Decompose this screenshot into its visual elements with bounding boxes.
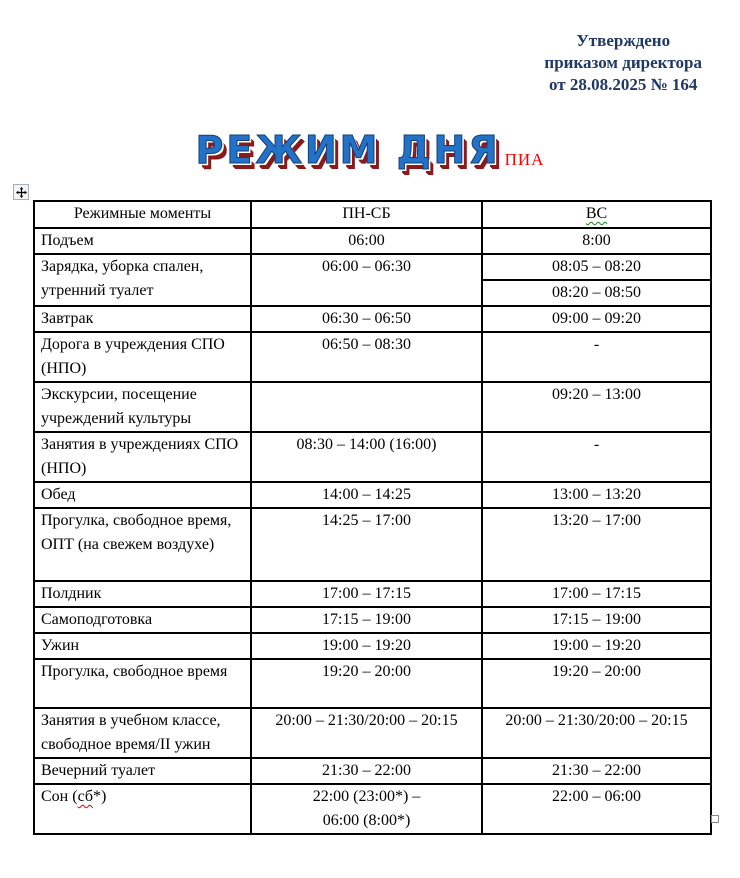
row-name: Самоподготовка — [34, 607, 251, 633]
row-time-pn: 20:00 – 21:30/20:00 – 20:15 — [251, 708, 482, 758]
row-time-vs-2: 08:20 – 08:50 — [482, 280, 711, 306]
row-name-sleep — [34, 784, 251, 834]
row-time-vs: 21:30 – 22:00 — [482, 758, 711, 784]
row-time-pn: 14:00 – 14:25 — [251, 482, 482, 508]
table-row — [34, 758, 711, 784]
table-row — [34, 254, 711, 280]
table-row — [34, 332, 711, 382]
row-name: Завтрак — [34, 306, 251, 332]
table-row — [34, 784, 711, 834]
header-mon-sat: ПН-СБ — [251, 201, 482, 228]
row-name: Прогулка, свободное время — [34, 659, 251, 708]
row-time-pn: 06:00 – 06:30 — [251, 254, 482, 306]
row-time-pn: 14:25 – 17:00 — [251, 508, 482, 581]
row-time-vs: - — [482, 332, 711, 382]
row-time-vs: 19:20 – 20:00 — [482, 659, 711, 708]
row-time-vs: 20:00 – 21:30/20:00 – 20:15 — [482, 708, 711, 758]
row-name-sleep-pre: Сон ( — [41, 788, 78, 805]
table-row — [34, 482, 711, 508]
row-time-pn: 19:00 – 19:20 — [251, 633, 482, 659]
table-row — [34, 228, 711, 254]
table-row — [34, 708, 711, 758]
row-time-vs: 17:00 – 17:15 — [482, 581, 711, 607]
row-name: Обед — [34, 482, 251, 508]
row-name: Экскурсии, посещение учреждений культуры — [34, 382, 251, 432]
table-row — [34, 659, 711, 708]
row-time-vs: - — [482, 432, 711, 482]
row-time-pn: 06:00 — [251, 228, 482, 254]
approval-line-1: Утверждено — [576, 31, 671, 50]
sleep-pn-line-2: 06:00 (8:00*) — [322, 812, 411, 829]
row-name: Подъем — [34, 228, 251, 254]
row-name: Дорога в учреждения СПО (НПО) — [34, 332, 251, 382]
row-time-pn: 19:20 – 20:00 — [251, 659, 482, 708]
row-time-vs: 09:20 – 13:00 — [482, 382, 711, 432]
table-header-row — [34, 201, 711, 228]
table-row — [34, 306, 711, 332]
row-time-pn: 06:50 – 08:30 — [251, 332, 482, 382]
table-row — [34, 607, 711, 633]
row-name: Полдник — [34, 581, 251, 607]
row-time-pn: 17:00 – 17:15 — [251, 581, 482, 607]
row-time-pn: 17:15 – 19:00 — [251, 607, 482, 633]
wordart-title: РЕЖИМ ДНЯ — [195, 128, 501, 172]
approval-block — [544, 30, 702, 96]
row-name: Ужин — [34, 633, 251, 659]
page-title — [0, 128, 740, 172]
row-name: Занятия в учебном классе, свободное время/II ужин — [34, 708, 251, 758]
row-time-pn-sleep — [251, 784, 482, 834]
row-time-vs: 13:20 – 17:00 — [482, 508, 711, 581]
table-row — [34, 382, 711, 432]
title-suffix: ПИА — [504, 150, 545, 169]
table-row — [34, 508, 711, 581]
row-time-vs: 09:00 – 09:20 — [482, 306, 711, 332]
row-time-pn — [251, 382, 482, 432]
row-time-pn: 06:30 – 06:50 — [251, 306, 482, 332]
row-time-vs: 17:15 – 19:00 — [482, 607, 711, 633]
row-name: Вечерний туалет — [34, 758, 251, 784]
schedule-table — [33, 200, 712, 835]
row-time-vs-1: 08:05 – 08:20 — [482, 254, 711, 280]
sleep-pn-line-1: 22:00 (23:00*) – — [312, 788, 421, 805]
row-name: Занятия в учреждениях СПО (НПО) — [34, 432, 251, 482]
row-name-sleep-misspelled: сб — [77, 788, 93, 805]
row-name: Прогулка, свободное время, ОПТ (на свежем воздухе) — [34, 508, 251, 581]
header-sun-label: ВС — [585, 205, 608, 222]
header-sun — [482, 201, 711, 228]
header-regime-moments: Режимные моменты — [34, 201, 251, 228]
table-resize-handle-icon[interactable] — [711, 815, 719, 823]
approval-line-2: приказом директора — [544, 53, 702, 72]
row-time-vs: 8:00 — [482, 228, 711, 254]
row-time-pn: 08:30 – 14:00 (16:00) — [251, 432, 482, 482]
row-time-vs: 19:00 – 19:20 — [482, 633, 711, 659]
approval-line-3: от 28.08.2025 № 164 — [548, 75, 698, 94]
row-time-pn: 21:30 – 22:00 — [251, 758, 482, 784]
row-name-sleep-post: *) — [93, 788, 107, 805]
table-row — [34, 581, 711, 607]
table-row — [34, 432, 711, 482]
table-row — [34, 633, 711, 659]
row-time-vs: 22:00 – 06:00 — [482, 784, 711, 834]
row-time-vs: 13:00 – 13:20 — [482, 482, 711, 508]
table-move-handle-icon[interactable] — [13, 184, 29, 200]
row-name: Зарядка, уборка спален, утренний туалет — [34, 254, 251, 306]
